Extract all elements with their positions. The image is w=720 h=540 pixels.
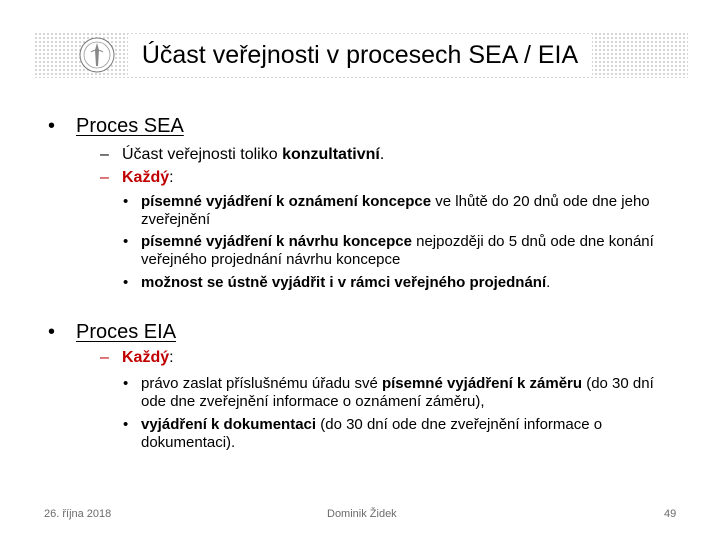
sea-item-2-bold: písemné vyjádření k návrhu koncepce <box>141 233 412 250</box>
dash-icon: – <box>100 169 109 186</box>
sea-item-2 <box>123 233 668 269</box>
sea-line-1-end: . <box>379 146 385 163</box>
sea-item-1-bold: písemné vyjádření k oznámení koncepce <box>141 193 432 210</box>
sea-heading: Proces SEA <box>76 115 184 137</box>
bullet-icon: • <box>48 321 56 343</box>
sea-colon: : <box>169 169 174 186</box>
eia-heading-row <box>48 321 176 344</box>
sea-item-3-rest: . <box>546 274 551 291</box>
eia-item-1 <box>123 375 668 411</box>
sea-line-1 <box>100 146 384 164</box>
bullet-icon: • <box>123 233 129 250</box>
eia-item-2-bold: vyjádření k dokumentaci <box>141 416 317 433</box>
eia-heading: Proces EIA <box>76 321 177 343</box>
bullet-icon: • <box>123 416 129 433</box>
dash-icon: – <box>100 146 109 163</box>
footer-page-number: 49 <box>664 508 677 520</box>
eia-item-1-bold: písemné vyjádření k záměru <box>381 375 583 392</box>
bullet-icon: • <box>48 115 56 137</box>
sea-line-1-bold: konzultativní <box>282 146 380 163</box>
sea-everyone-label: Každý <box>122 169 170 186</box>
eia-item-1-pre: právo zaslat příslušnému úřadu své <box>141 375 382 392</box>
sea-heading-row <box>48 115 184 138</box>
sea-item-2-rest: nejpozději do 5 dnů ode dne konání veřejného projednání návrhu koncepce <box>141 233 654 268</box>
sea-item-1-rest: ve lhůtě do 20 dnů ode dne jeho zveřejnění <box>141 193 650 228</box>
sea-line-1-text: Účast veřejnosti toliko <box>122 146 283 163</box>
eia-colon: : <box>169 349 174 366</box>
sea-item-3-bold: možnost se ústně vyjádřit i v rámci veřejného projednání <box>141 274 547 291</box>
slide-title: Účast veřejnosti v procesech SEA / EIA <box>141 40 579 69</box>
dash-icon: – <box>100 349 109 366</box>
eia-everyone-label: Každý <box>122 349 170 366</box>
footer-date: 26. října 2018 <box>44 508 112 520</box>
footer-author: Dominik Židek <box>327 508 397 520</box>
sea-item-1 <box>123 193 668 229</box>
eia-item-2 <box>123 416 668 452</box>
bullet-icon: • <box>123 193 129 210</box>
eia-line-1 <box>100 349 174 367</box>
bullet-icon: • <box>123 375 129 392</box>
sea-line-2 <box>100 169 174 187</box>
bullet-icon: • <box>123 274 129 291</box>
sea-item-3 <box>123 274 668 292</box>
eia-item-2-rest: (do 30 dní ode dne zveřejnění informace o dokumentaci). <box>141 416 603 451</box>
eia-item-1-rest: (do 30 dní ode dne zveřejnění informace o oznámení záměru), <box>141 375 654 410</box>
